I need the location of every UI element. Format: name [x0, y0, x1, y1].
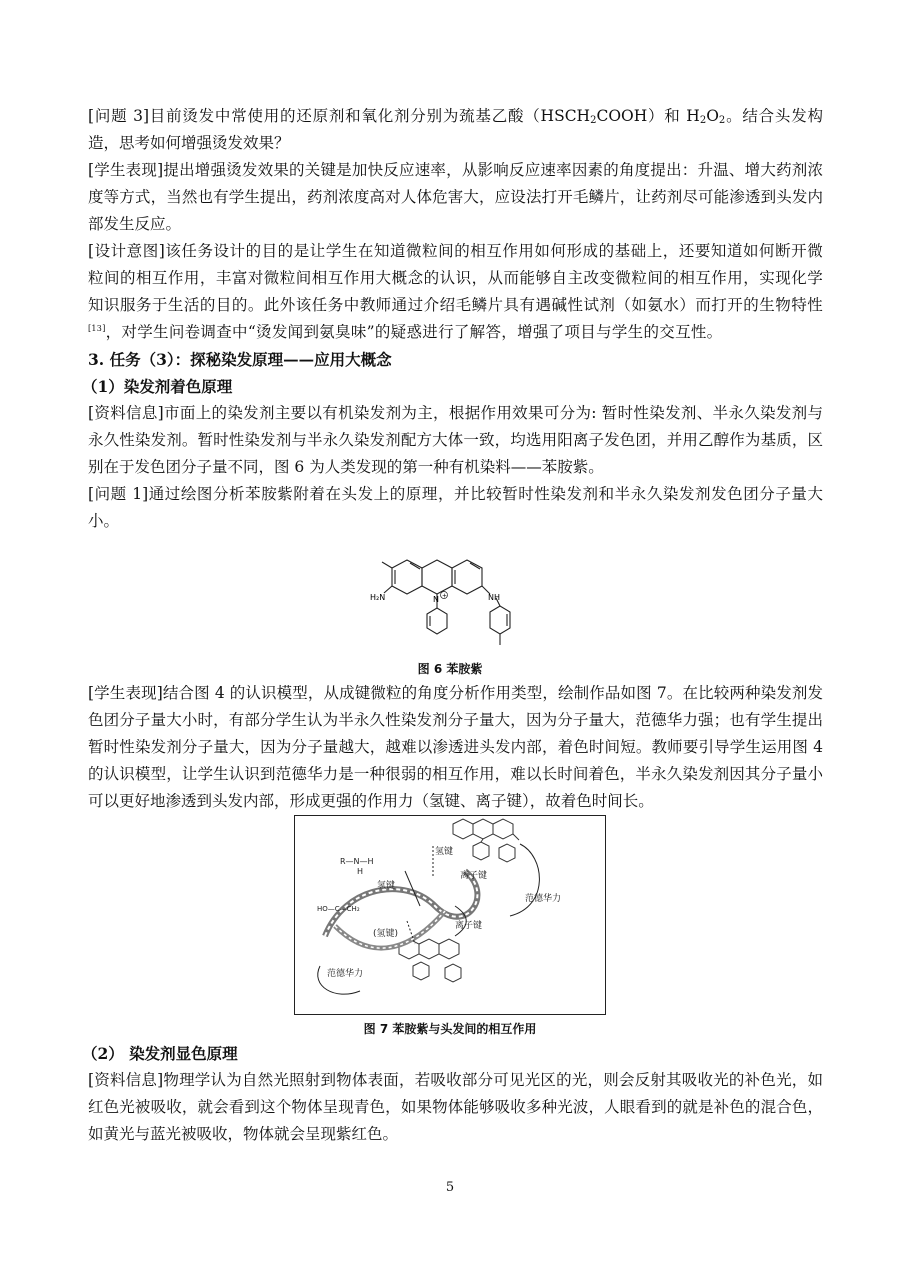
ring-a	[392, 560, 422, 594]
figure-7-caption: 图 7 苯胺紫与头发间的相互作用	[363, 1022, 537, 1036]
resource-info-1: [资料信息]市面上的染发剂主要以有机染发剂为主，根据作用效果可分为: 暂时性染发剂、半永久染发剂与永久性染发剂。暂时性染发剂与半永久染发剂配方大体一致，均选用阳离子发色团，并用乙醇作为基质，区别在于发色团分子量不同，图 6 为人类发现的第一种有机染料——苯胺紫。	[88, 404, 823, 476]
hbond-label-2: 氢键	[377, 881, 396, 891]
question-3	[88, 103, 823, 157]
design-text-2: ，对学生问卷调查中“烫发闻到氨臭味”的疑惑进行了解答，增强了项目与学生的交互性。	[105, 323, 723, 341]
citation-ref: [13]	[88, 324, 106, 333]
hair-interaction-sketch	[295, 816, 604, 1013]
figure-6-caption: 图 6 苯胺紫	[417, 662, 483, 676]
hbond-label-1: 氢键	[435, 847, 454, 857]
resource-info-2: [资料信息]物理学认为自然光照射到物体表面，若吸收部分可见光区的光，则会反射其吸收光的补色光，如红色光被吸收，就会看到这个物体呈现青色，如果物体能够吸收多种光波，人眼看到的就是补色的混合色，如黄光与蓝光被吸收，物体就会呈现紫红色。	[88, 1071, 823, 1143]
student-performance-1: [学生表现]提出增强烫发效果的关键是加快反应速率，从影响反应速率因素的角度提出：升温、增大药剂浓度等方式，当然也有学生提出，药剂浓度高对人体危害大，应设法打开毛鳞片，让药剂尽可能渗透到头发内部发生反应。	[88, 161, 823, 233]
subsection-2-heading: （2） 染发剂显色原理	[82, 1044, 238, 1063]
ring-b	[422, 560, 452, 594]
amine-group-label: R—N—H	[340, 857, 374, 866]
q3-sub-2: 2	[699, 115, 707, 126]
charge-label: +	[442, 592, 448, 600]
n-plus-label: N	[433, 595, 439, 604]
q3-text-3: O	[706, 107, 719, 125]
mauveine-structure-figure	[370, 548, 540, 658]
amine-label: H₂N	[370, 593, 386, 602]
design-text-1: [设计意图]该任务设计的目的是让学生在知道微粒间的相互作用如何形成的基础上，还要知道如何断开微粒间的相互作用，丰富对微粒间相互作用大概念的认识，从而能够自主改变微粒间的相互作用，实现化学知识服务于生活的目的。此外该任务中教师通过介绍毛鳞片具有遇碱性试剂（如氨水）而打开的生物特性	[88, 242, 823, 314]
page-number: 5	[445, 1180, 455, 1195]
q3-text-1: [问题 3]目前烫发中常使用的还原剂和氧化剂分别为巯基乙酸（HSCH	[88, 107, 591, 125]
student-performance-2: [学生表现]结合图 4 的认识模型，从成键微粒的角度分析作用类型，绘制作品如图 7。在比较两种染发剂发色团分子量大小时，有部分学生认为半永久性染发剂分子量大，因为分子量大，范德华力强；也有学生提出暂时性染发剂分子量大，因为分子量越大，越难以渗透进头发内部，着色时间短。教师要引导学生运用图 4 的认识模型，让学生认识到范德华力是一种很弱的相互作用，难以长时间着色，半永久染发剂因其分子量小可以更好地渗透到头发内部，形成更强的作用力（氢键、离子键），故着色时间长。	[88, 684, 823, 810]
figure-7-drawing	[294, 815, 606, 1015]
q3-text-2: COOH）和 H	[596, 107, 700, 125]
q3-text-4: 。结合头发构造，思考如何增强烫发效果？	[88, 107, 823, 152]
vdw-label-1: 范德华力	[525, 894, 562, 904]
task-3-heading: 3. 任务（3）：探秘染发原理——应用大概念	[88, 350, 392, 369]
ionic-bond-label-2: 离子键	[455, 921, 483, 931]
vdw-label-2: 范德华力	[327, 969, 364, 979]
ionic-bond-label-1: 离子键	[460, 871, 488, 881]
q3-sub-3: 2	[718, 115, 726, 126]
question-1: [问题 1]通过绘图分析苯胺紫附着在头发上的原理，并比较暂时性染发剂和半永久染发剂发色团分子量大小。	[88, 485, 823, 530]
h-atom-label: H	[357, 867, 364, 876]
design-intent	[88, 238, 823, 346]
nh-label: NH	[488, 593, 500, 602]
subsection-1-heading: （1）染发剂着色原理	[82, 377, 233, 396]
carboxyl-group-label: HO—C—CH₂	[317, 905, 360, 913]
hbond-label-3: (氢键)	[373, 929, 399, 939]
q3-sub-1: 2	[590, 115, 597, 126]
ring-c	[452, 560, 482, 594]
